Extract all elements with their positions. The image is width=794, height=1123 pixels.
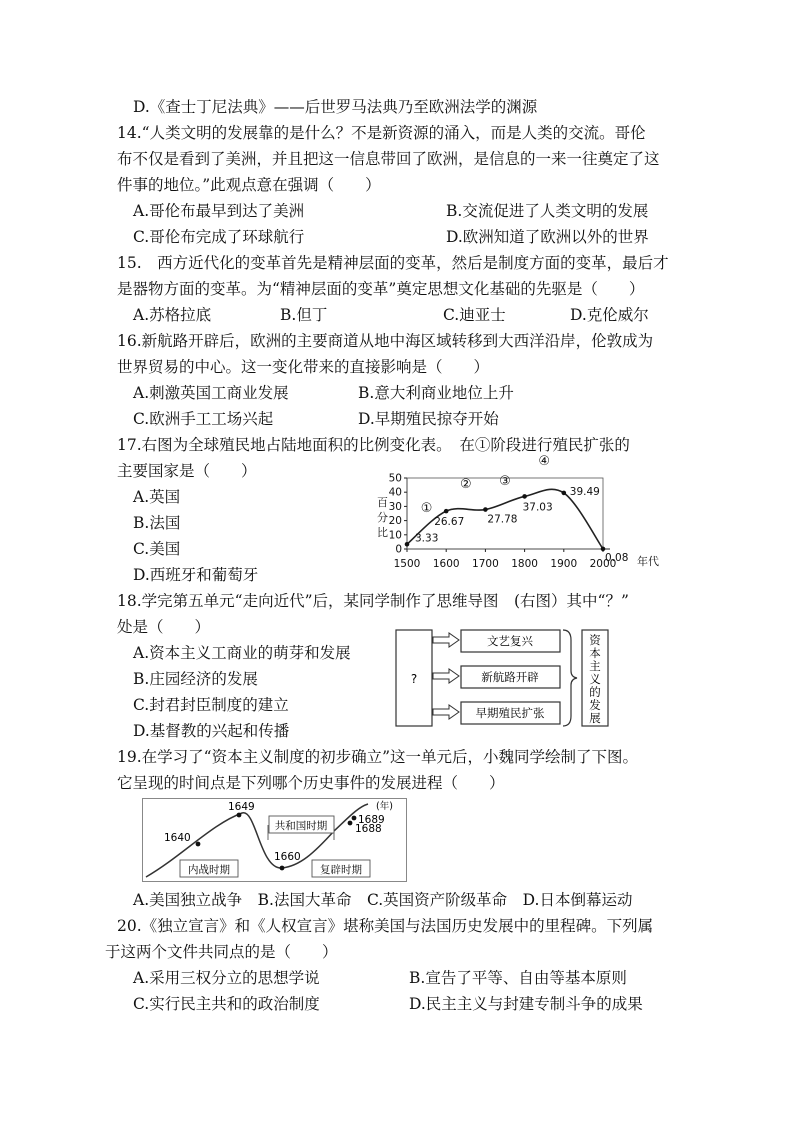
q14-option-a: A.哥伦布最早到达了美洲	[133, 202, 305, 220]
arrow-icon	[433, 705, 459, 719]
arrow-icon	[433, 633, 459, 647]
mindmap-source-label: ?	[410, 672, 418, 686]
data-point	[483, 507, 488, 512]
y-tick-label: 10	[388, 529, 402, 542]
q16-option-b: B.意大利商业地位上升	[358, 384, 514, 402]
y-tick-label: 50	[388, 472, 402, 485]
point-1689	[352, 816, 357, 821]
q16-option-c: C.欧洲手工工场兴起	[133, 410, 274, 428]
q20-option-d: D.民主主义与封建专制斗争的成果	[409, 995, 643, 1013]
mindmap-result-char: 义	[589, 672, 601, 686]
data-label: 26.67	[434, 516, 465, 529]
x-tick-label: 1900	[550, 558, 578, 570]
q14-option-b: B.交流促进了人类文明的发展	[446, 202, 649, 220]
brace-icon	[563, 630, 577, 726]
q17-option-b: B.法国	[133, 514, 181, 532]
q18-option-a: A.资本主义工商业的萌芽和发展	[133, 644, 351, 662]
q20-option-b: B.宣告了平等、自由等基本原则	[409, 969, 627, 987]
point-1688	[348, 821, 353, 826]
data-point	[444, 509, 449, 514]
x-tick-label: 1600	[432, 558, 460, 570]
y-tick-label: 20	[388, 515, 402, 528]
stage-mark: ③	[499, 474, 511, 490]
y-axis-title	[377, 496, 388, 539]
mindmap-item-colonial-expansion: 早期殖民扩张	[475, 706, 545, 720]
stage-mark: ①	[420, 501, 433, 517]
q20-stem-line1: 20.《独立宣言》和《人权宣言》堪称美国与法国历史发展中的里程碑。下列属	[117, 917, 654, 935]
q20-option-a: A.采用三权分立的思想学说	[133, 969, 320, 987]
q15-option-b: B.但丁	[280, 306, 328, 324]
mindmap-result-char: 主	[589, 659, 601, 673]
q20-stem-line2: 于这两个文件共同点的是（ ）	[105, 943, 338, 961]
data-label: 39.49	[569, 485, 600, 498]
svg-text:百分比	[377, 496, 388, 539]
q19-options: A.美国独立战争 B.法国大革命 C.英国资产阶级革命 D.日本倒幕运动	[133, 891, 633, 909]
mindmap-item-new-routes: 新航路开辟	[481, 670, 539, 684]
mindmap-item-renaissance: 文艺复兴	[487, 634, 533, 648]
q17-option-a: A.英国	[133, 488, 181, 506]
period-civil-war: 内战时期	[188, 864, 230, 876]
data-label: 27.78	[487, 513, 518, 526]
y-axis-title-char: 百	[377, 496, 388, 509]
mind-map	[395, 628, 620, 730]
period-commonwealth: 共和国时期	[274, 820, 328, 832]
point-1660	[280, 866, 285, 871]
q19-stem-line1: 19.在学习了“资本主义制度的初步确立”这一单元后，小魏同学绘制了下图。	[117, 748, 639, 766]
timeline-unit-label: (年)	[376, 801, 393, 812]
q18-option-b: B.庄园经济的发展	[133, 670, 258, 688]
period-restoration: 复辟时期	[320, 864, 362, 876]
timeline-figure	[142, 798, 407, 882]
x-tick-label: 1800	[511, 558, 538, 570]
q19-stem-line2: 它呈现的时间点是下列哪个历史事件的发展进程（ ）	[117, 774, 505, 792]
q16-stem-line1: 16.新航路开辟后，欧洲的主要商道从地中海区域转移到大西洋沿岸，伦敦成为	[117, 332, 654, 350]
q16-stem-line2: 世界贸易的中心。这一变化带来的直接影响是（ ）	[117, 358, 490, 376]
point-1649	[237, 813, 242, 818]
y-tick-label: 40	[388, 486, 402, 499]
q18-stem-line1: 18.学完第五单元“走向近代”后，某同学制作了思维导图 (右图）其中“？”	[117, 592, 629, 610]
data-point	[522, 494, 527, 499]
q17-stem-line2: 主要国家是（ ）	[117, 462, 257, 480]
data-point	[405, 542, 410, 547]
y-axis-title-char: 分	[377, 511, 388, 524]
year-label-1688: 1688	[355, 823, 382, 835]
mindmap-result-char: 发	[589, 698, 601, 712]
q14-stem-line2: 布不仅是看到了美洲，并且把这一信息带回了欧洲，是信息的一来一往奠定了这	[117, 150, 660, 168]
q14-stem-line1: 14.“人类文明的发展靠的是什么？不是新资源的涌入，而是人类的交流。哥伦	[117, 124, 646, 142]
y-tick-label: 30	[388, 500, 402, 513]
mindmap-result-char: 资	[589, 633, 601, 647]
year-label-1640: 1640	[164, 832, 191, 844]
q16-option-a: A.刺激英国工商业发展	[133, 384, 289, 402]
point-1640	[196, 842, 201, 847]
q13-option-d: D.《查士丁尼法典》——后世罗马法典乃至欧洲法学的渊源	[133, 98, 538, 116]
q14-option-d: D.欧洲知道了欧洲以外的世界	[446, 228, 649, 246]
y-axis-title-char: 比	[377, 526, 388, 539]
x-axis-unit: 年代	[637, 555, 659, 568]
data-point	[562, 491, 567, 496]
year-label-1649: 1649	[228, 801, 255, 813]
q16-option-d: D.早期殖民掠夺开始	[358, 410, 499, 428]
q18-option-c: C.封君封臣制度的建立	[133, 696, 289, 714]
year-label-1689: 1689	[358, 814, 385, 826]
q14-option-c: C.哥伦布完成了环球航行	[133, 228, 305, 246]
year-label-1660: 1660	[274, 851, 301, 863]
q15-option-a: A.苏格拉底	[133, 306, 212, 324]
arrow-icon	[433, 669, 459, 683]
q15-stem-line2: 是器物方面的变革。为“精神层面的变革”奠定思想文化基础的先驱是（ ）	[117, 280, 645, 298]
x-tick-label: 1700	[472, 558, 499, 570]
mindmap-result-char: 展	[589, 711, 601, 725]
q14-stem-line3: 件事的地位。”此观点意在强调（ ）	[117, 176, 381, 194]
stage-mark: ④	[538, 454, 551, 470]
data-point	[601, 547, 606, 552]
q15-option-c: C.迪亚士	[443, 306, 506, 324]
q20-option-c: C.实行民主共和的政治制度	[133, 995, 320, 1013]
mindmap-result-char: 本	[589, 646, 601, 660]
data-label: 0.08	[605, 551, 629, 564]
data-label: 3.33	[415, 532, 439, 545]
q15-option-d: D.克伦威尔	[570, 306, 649, 324]
q15-stem-line1: 15. 西方近代化的变革首先是精神层面的变革，然后是制度方面的变革，最后才	[117, 254, 669, 272]
q17-option-d: D.西班牙和葡萄牙	[133, 566, 259, 584]
x-tick-label: 1500	[393, 558, 421, 570]
q17-option-c: C.美国	[133, 540, 181, 558]
data-label: 37.03	[522, 501, 553, 514]
stage-mark: ②	[459, 476, 472, 492]
q17-stem-line1: 17.右图为全球殖民地占陆地面积的比例变化表。 在①阶段进行殖民扩张的	[117, 436, 630, 454]
colony-area-chart	[365, 454, 685, 576]
mindmap-result-char: 的	[589, 685, 601, 699]
x-tick-label: 2000	[589, 558, 617, 570]
q18-option-d: D.基督教的兴起和传播	[133, 722, 290, 740]
y-tick-label: 0	[395, 543, 402, 556]
q18-stem-line2: 处是（ ）	[117, 618, 211, 636]
